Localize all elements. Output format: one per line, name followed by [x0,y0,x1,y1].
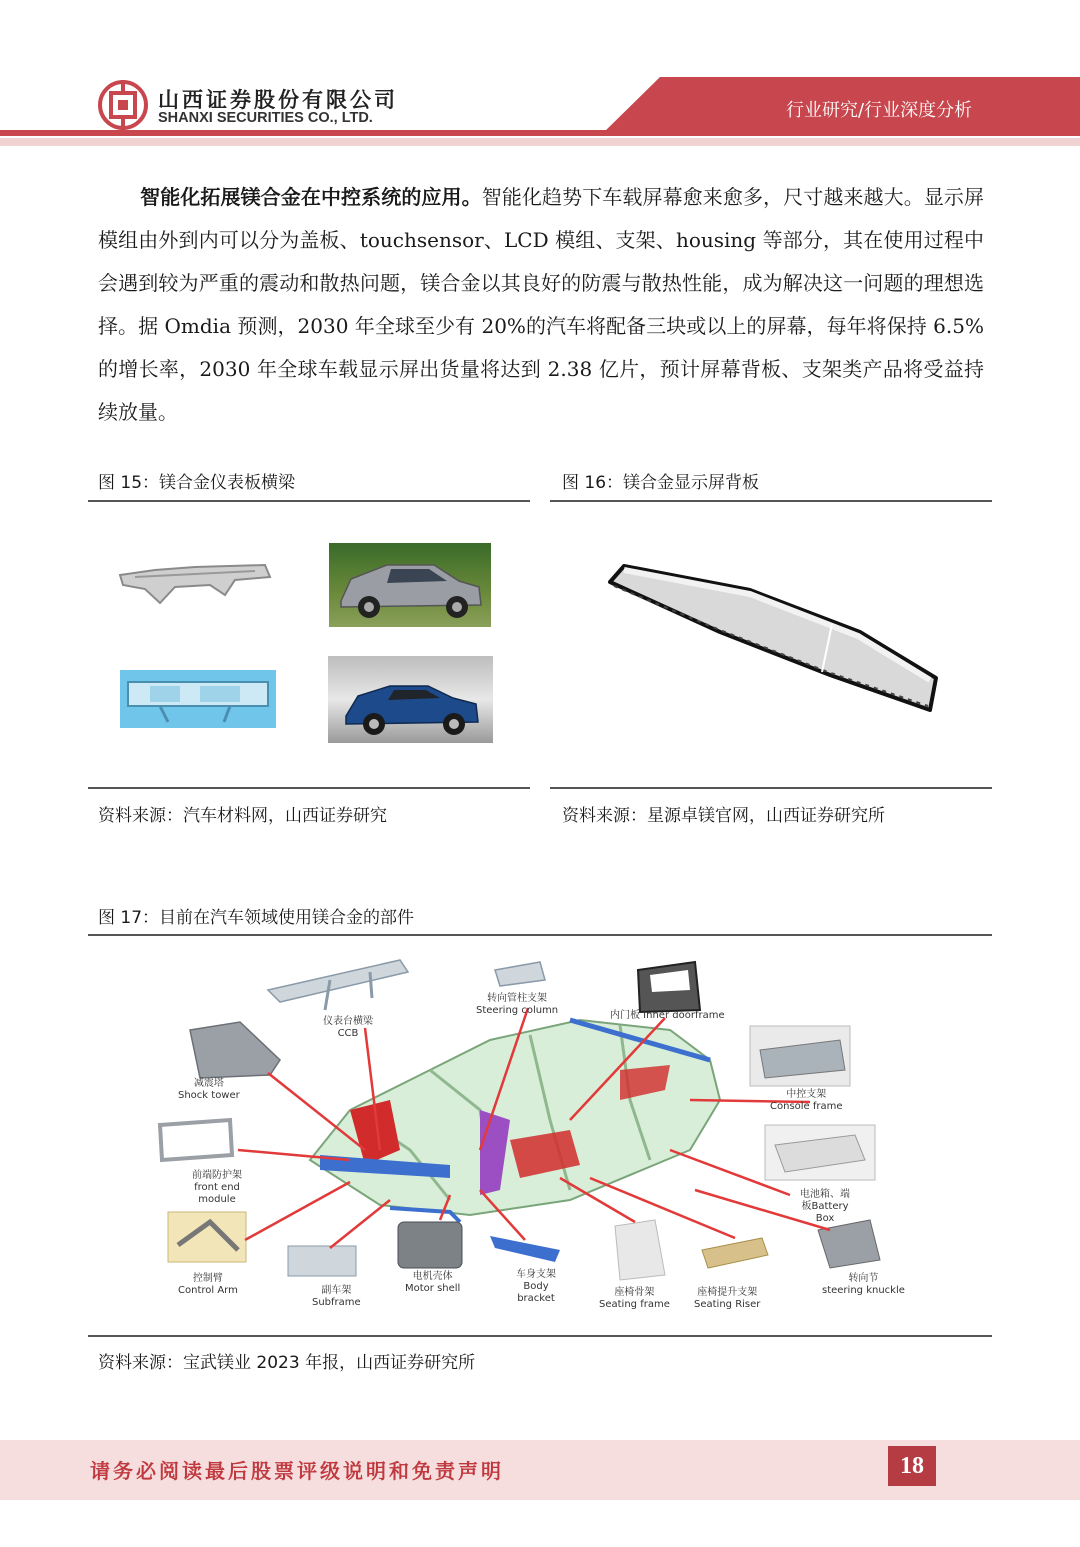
part-console-icon [750,1026,850,1086]
mini-car-photo [328,656,493,743]
figure-15-source: 资料来源：汽车材料网，山西证券研究 [98,806,387,826]
part-riser-icon [702,1238,768,1268]
header-band [0,130,1080,136]
figure-16-source: 资料来源：星源卓镁官网，山西证券研究所 [562,806,885,826]
figure-17-bottom-rule [88,1335,992,1337]
paragraph-text: 智能化趋势下车载屏幕愈来愈多，尺寸越来越大。显示屏模组由外到内可以分为盖板、touchsensor、LCD 模组、支架、housing 等部分，其在使用过程中会遇到较为严重的震动和散热问题，镁合金以其良好的防震与散热性能，成为解决这一问题的理想选择。据 Omdia 预测，2030 年全球至少有 20%的汽车将配备三块或以上的屏幕，每年将保持 6.5%的增长率，2030 年全球车载显示屏出货量将达到 2.38 亿片，预计屏幕背板、支架类产品将受益持续放量。 [98,185,985,424]
label-riser: 座椅提升支架 Seating Riser [694,1287,761,1310]
label-battery: 电池箱、端 板Battery Box [800,1189,850,1224]
figure-17-top-rule [88,934,992,936]
label-motor: 电机壳体 Motor shell [405,1271,461,1294]
suv-car-photo [329,543,491,627]
figure-16-top-rule [550,500,992,502]
part-subframe-icon [288,1246,356,1276]
label-door: 内门板 Inner doorframe [610,1010,725,1021]
label-arm: 控制臂 Control Arm [178,1273,238,1296]
label-knuckle: 转向节 steering knuckle [822,1273,905,1296]
mini-car-icon [328,656,493,743]
figure-16-bottom-rule [550,787,992,789]
display-backplate-photo [600,560,945,720]
page-header [0,0,1080,150]
part-shock-icon [190,1022,280,1078]
label-subframe: 副车架 Subframe [312,1285,361,1308]
part-frontend-icon [160,1120,232,1160]
company-name-en: SHANXI SECURITIES CO., LTD. [158,110,373,126]
part-motor-icon [398,1222,462,1268]
header-band-light [0,138,1080,146]
part-knuckle-icon [818,1220,880,1268]
figure-16-title: 图 16：镁合金显示屏背板 [562,473,760,493]
label-ccb: 仪表台横梁 CCB [323,1016,373,1039]
paragraph-lead: 智能化拓展镁合金在中控系统的应用。 [140,185,482,209]
figure-17-title: 图 17：目前在汽车领域使用镁合金的部件 [98,908,415,928]
label-steering: 转向管柱支架 Steering column [476,993,559,1016]
cross-beam-blue-icon [120,670,276,728]
company-logo-icon [98,80,148,130]
company-name-cn: 山西证券股份有限公司 [158,88,398,112]
page-number: 18 [888,1446,936,1486]
label-frontend: 前端防护架 front end module [192,1170,242,1205]
cross-beam-photo-1 [115,555,275,610]
figure-15-top-rule [88,500,530,502]
label-body-bracket: 车身支架 Body bracket [516,1269,556,1304]
figure-15-title: 图 15：镁合金仪表板横梁 [98,473,296,493]
suv-car-icon [329,543,491,627]
label-console: 中控支架 Console frame [770,1089,843,1112]
cross-beam-photo-2 [120,670,276,728]
body-paragraph [98,176,984,434]
figure-15-bottom-rule [88,787,530,789]
label-seat: 座椅骨架 Seating frame [599,1287,670,1310]
footer-disclaimer: 请务必阅读最后股票评级说明和免责声明 [90,1459,504,1483]
part-battery-icon [765,1125,875,1180]
part-steering-icon [495,962,545,986]
section-label: 行业研究/行业深度分析 [786,100,973,121]
part-seat-icon [615,1220,665,1280]
part-ccb-icon [268,960,408,1010]
label-shock: 减震塔 Shock tower [178,1078,240,1101]
part-arm-icon [168,1212,246,1262]
figure-17-source: 资料来源：宝武镁业 2023 年报，山西证券研究所 [98,1353,476,1373]
part-door-icon [638,962,700,1012]
